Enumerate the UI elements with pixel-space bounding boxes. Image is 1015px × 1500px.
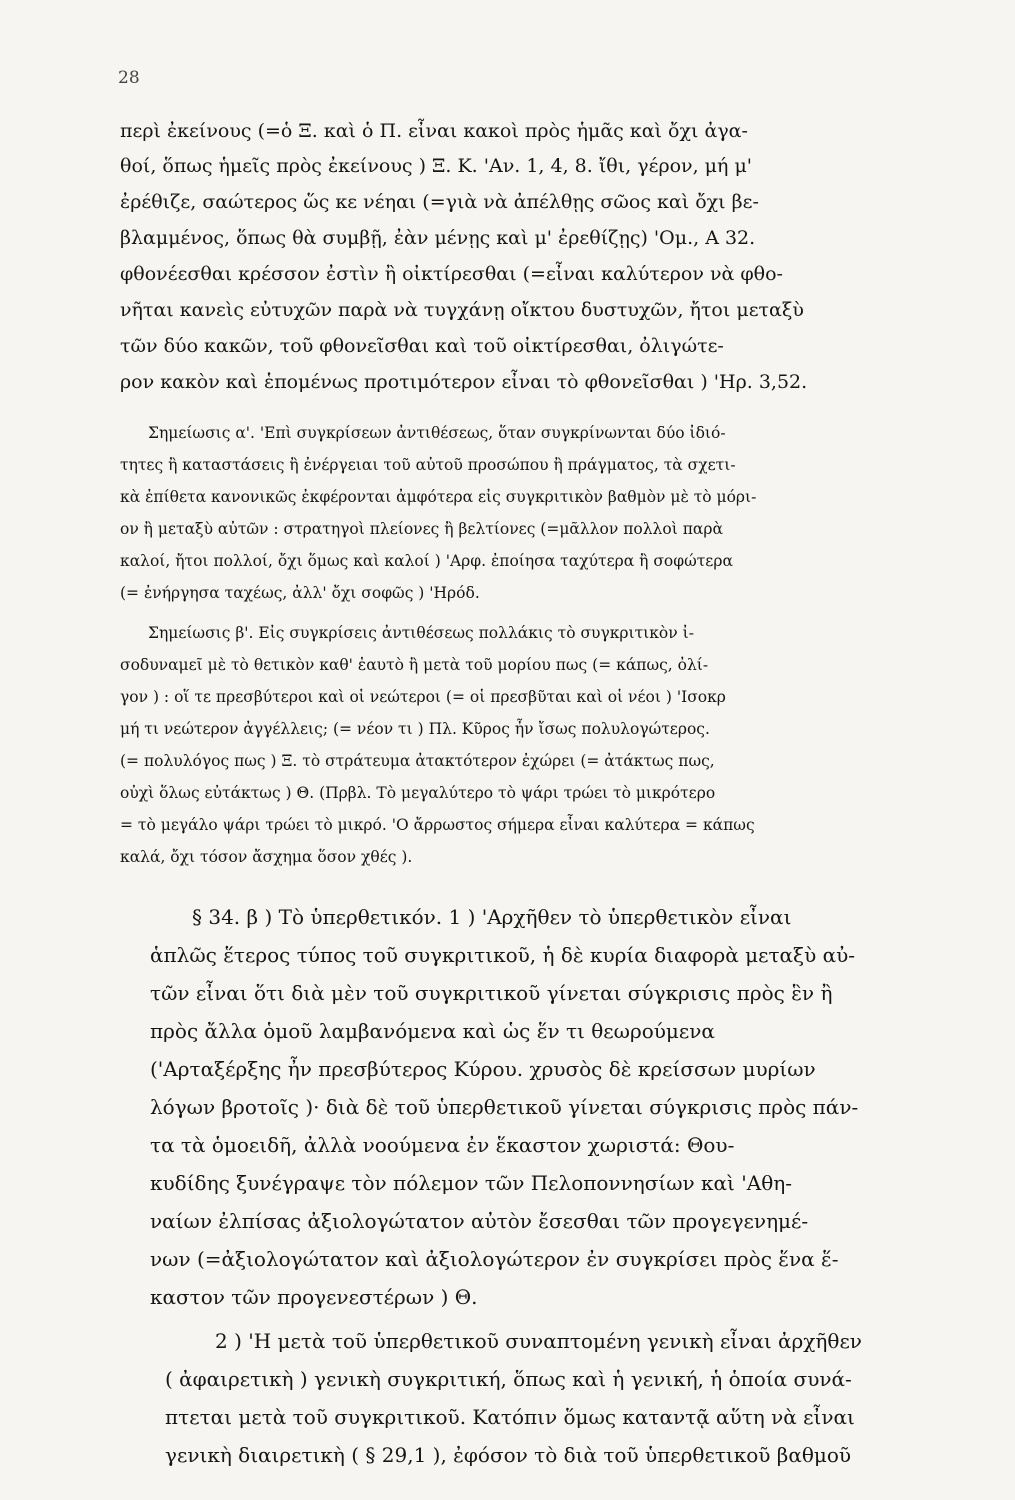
note-line: Σημείωσις β'. Εἰς συγκρίσεις ἀντιθέσεως πολλάκις τὸ συγκριτικὸν ἰ-: [148, 624, 694, 642]
text-line: πρὸς ἄλλα ὁμοῦ λαμβανόμενα καὶ ὡς ἕν τι θεωρούμενα: [150, 1019, 715, 1043]
text-line: γενικὴ διαιρετικὴ ( § 29,1 ), ἐφόσον τὸ διὰ τοῦ ὑπερθετικοῦ βαθμοῦ: [165, 1443, 852, 1467]
note-line: κὰ ἐπίθετα κανονικῶς ἐκφέρονται ἀμφότερα εἰς συγκριτικὸν βαθμὸν μὲ τὸ μόρι-: [120, 488, 757, 506]
note-line: Σημείωσις α'. 'Επὶ συγκρίσεων ἀντιθέσεως, ὅταν συγκρίνωνται δύο ἰδιό-: [148, 424, 726, 442]
text-line: περὶ ἐκείνους (=ὁ Ξ. καὶ ὁ Π. εἶναι κακοὶ πρὸς ἡμᾶς καὶ ὄχι ἀγα-: [120, 120, 748, 142]
text-line: τῶν εἶναι ὅτι διὰ μὲν τοῦ συγκριτικοῦ γίνεται σύγκρισις πρὸς ἓν ἢ: [150, 981, 833, 1005]
note-line: = τὸ μεγάλο ψάρι τρώει τὸ μικρό. 'Ο ἄρρωστος σήμερα εἶναι καλύτερα = κάπως: [120, 816, 755, 834]
note-line: καλά, ὄχι τόσον ἄσχημα ὅσον χθές ).: [120, 848, 413, 866]
note-line: γον ) : οἵ τε πρεσβύτεροι καὶ οἱ νεώτεροι (= οἱ πρεσβῦται καὶ οἱ νέοι ) 'Ισοκρ: [120, 688, 726, 706]
text-line: θοί, ὅπως ἡμεῖς πρὸς ἐκείνους ) Ξ. Κ. 'Αν. 1, 4, 8. ἴθι, γέρον, μή μ': [120, 155, 753, 177]
text-line: ρον κακὸν καὶ ἑπομένως προτιμότερον εἶναι τὸ φθονεῖσθαι ) 'Ηρ. 3,52.: [120, 371, 808, 393]
text-line: λόγων βροτοῖς )· διὰ δὲ τοῦ ὑπερθετικοῦ γίνεται σύγκρισις πρὸς πάν-: [150, 1095, 859, 1119]
page-number: 28: [118, 68, 140, 88]
note-line: (= πολυλόγος πως ) Ξ. τὸ στράτευμα ἀτακτότερον ἐχώρει (= ἀτάκτως πως,: [120, 752, 715, 770]
text-line: πτεται μετὰ τοῦ συγκριτικοῦ. Κατόπιν ὅμως καταντᾷ αὕτη νὰ εἶναι: [165, 1405, 855, 1429]
note-line: μή τι νεώτερον ἀγγέλλεις; (= νέον τι ) Πλ. Κῦρος ἦν ἴσως πολυλογώτερος.: [120, 720, 710, 738]
text-line: ναίων ἐλπίσας ἀξιολογώτατον αὐτὸν ἔσεσθαι τῶν προγεγενημέ-: [150, 1209, 809, 1233]
note-line: καλοί, ἤτοι πολλοί, ὄχι ὅμως καὶ καλοί ) 'Αρφ. ἐποίησα ταχύτερα ἢ σοφώτερα: [120, 552, 733, 570]
text-line: νῆται κανεὶς εὐτυχῶν παρὰ νὰ τυγχάνῃ οἴκτου δυστυχῶν, ἤτοι μεταξὺ: [120, 299, 804, 321]
text-line: φθονέεσθαι κρέσσον ἐστὶν ἢ οἰκτίρεσθαι (=εἶναι καλύτερον νὰ φθο-: [120, 263, 783, 285]
section-heading-line: § 34. β ) Τὸ ὑπερθετικόν. 1 ) 'Αρχῆθεν τὸ ὑπερθετικὸν εἶναι: [192, 905, 792, 929]
text-line: 2 ) 'Η μετὰ τοῦ ὑπερθετικοῦ συναπτομένη γενικὴ εἶναι ἀρχῆθεν: [215, 1329, 862, 1353]
text-line: νων (=ἀξιολογώτατον καὶ ἀξιολογώτερον ἐν συγκρίσει πρὸς ἕνα ἕ-: [150, 1247, 839, 1271]
note-line: σοδυναμεῖ μὲ τὸ θετικὸν καθ' ἑαυτὸ ἢ μετὰ τοῦ μορίου πως (= κάπως, ὀλί-: [120, 656, 709, 674]
text-line: κυδίδης ξυνέγραψε τὸν πόλεμον τῶν Πελοποννησίων καὶ 'Αθη-: [150, 1171, 792, 1195]
note-line: οὐχὶ ὅλως εὐτάκτως ) Θ. (Πρβλ. Τὸ μεγαλύτερο τὸ ψάρι τρώει τὸ μικρότερο: [120, 784, 716, 802]
text-line: τῶν δύο κακῶν, τοῦ φθονεῖσθαι καὶ τοῦ οἰκτίρεσθαι, ὀλιγώτε-: [120, 335, 724, 357]
note-line: ον ἢ μεταξὺ αὐτῶν : στρατηγοὶ πλείονες ἢ βελτίονες (=μᾶλλον πολλοὶ παρὰ: [120, 520, 723, 538]
text-line: ( ἀφαιρετικὴ ) γενικὴ συγκριτική, ὅπως καὶ ἡ γενική, ἡ ὁποία συνά-: [165, 1367, 852, 1391]
text-line: τα τὰ ὁμοειδῆ, ἀλλὰ νοούμενα ἐν ἕκαστον χωριστά: Θου-: [150, 1133, 735, 1157]
text-line: βλαμμένος, ὅπως θὰ συμβῇ, ἐὰν μένῃς καὶ μ' ἐρεθίζῃς) 'Ομ., Α 32.: [120, 227, 756, 249]
note-line: τητες ἢ καταστάσεις ἢ ἐνέργειαι τοῦ αὐτοῦ προσώπου ἢ πράγματος, τὰ σχετι-: [120, 456, 736, 474]
text-line: ἁπλῶς ἕτερος τύπος τοῦ συγκριτικοῦ, ἡ δὲ κυρία διαφορὰ μεταξὺ αὐ-: [150, 943, 856, 967]
note-line: (= ἐνήργησα ταχέως, ἀλλ' ὄχι σοφῶς ) 'Ηρόδ.: [120, 584, 480, 602]
text-line: καστον τῶν προγενεστέρων ) Θ.: [150, 1285, 478, 1309]
text-line: ἐρέθιζε, σαώτερος ὥς κε νέηαι (=γιὰ νὰ ἀπέλθῃς σῶος καὶ ὄχι βε-: [120, 191, 759, 213]
text-line: ('Αρταξέρξης ἦν πρεσβύτερος Κύρου. χρυσὸς δὲ κρείσσων μυρίων: [150, 1057, 816, 1081]
